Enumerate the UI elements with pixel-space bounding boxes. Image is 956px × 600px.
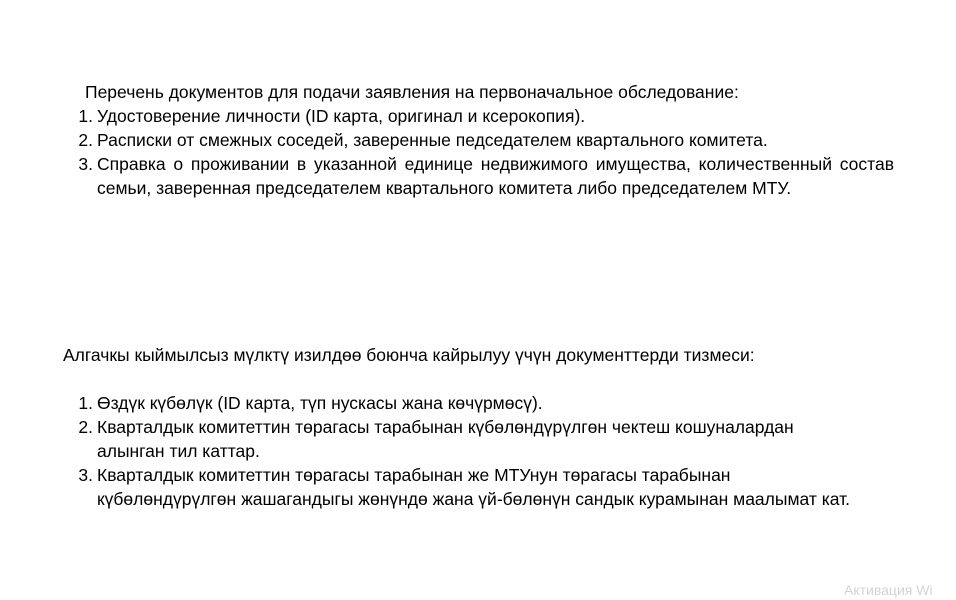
list-item — [73, 415, 894, 463]
item-text: Өздүк күбөлүк (ID карта, түп нускасы жана көчүрмөсү). — [97, 393, 543, 413]
item-text: Кварталдык комитеттин төрагасы тарабынан күбөлөндүрүлгөн чектеш кошуналардан алынган тил каттар. — [97, 417, 794, 461]
item-number: 2. — [78, 417, 93, 437]
item-number: 2. — [78, 130, 93, 150]
kyrgyz-items — [73, 391, 894, 511]
russian-document-list — [73, 80, 894, 200]
list-item — [73, 391, 894, 415]
activation-watermark: Активация Wi — [844, 582, 933, 598]
kyrgyz-document-list — [63, 343, 894, 511]
item-text: Справка о проживании в указанной единице недвижимого имущества, количественный состав семьи, заверенная председателем квартального комитета либо председателем МТУ. — [97, 154, 894, 198]
item-number: 3. — [78, 154, 93, 174]
russian-list-heading: Перечень документов для подачи заявления на первоначальное обследование: — [85, 82, 739, 102]
item-number: 1. — [78, 106, 93, 126]
list-item — [73, 104, 894, 128]
list-item — [73, 128, 894, 152]
item-number: 3. — [78, 465, 93, 485]
item-number: 1. — [78, 393, 93, 413]
item-text: Расписки от смежных соседей, заверенные педседателем квартального комитета. — [97, 130, 768, 150]
list-item — [73, 463, 894, 511]
item-text: Удостоверение личности (ID карта, оригинал и ксерокопия). — [97, 106, 586, 126]
list-item — [73, 152, 894, 200]
russian-items — [73, 104, 894, 200]
kyrgyz-list-heading: Алгачкы кыймылсыз мүлктү изилдөө боюнча кайрылуу үчүн документтерди тизмеси: — [63, 345, 755, 365]
item-text: Кварталдык комитеттин төрагасы тарабынан же МТУнун төрагасы тарабынан күбөлөндүрүлгөн жашагандыгы жөнүндө жана үй-бөлөнүн сандык курамынан маалымат кат. — [97, 465, 851, 509]
